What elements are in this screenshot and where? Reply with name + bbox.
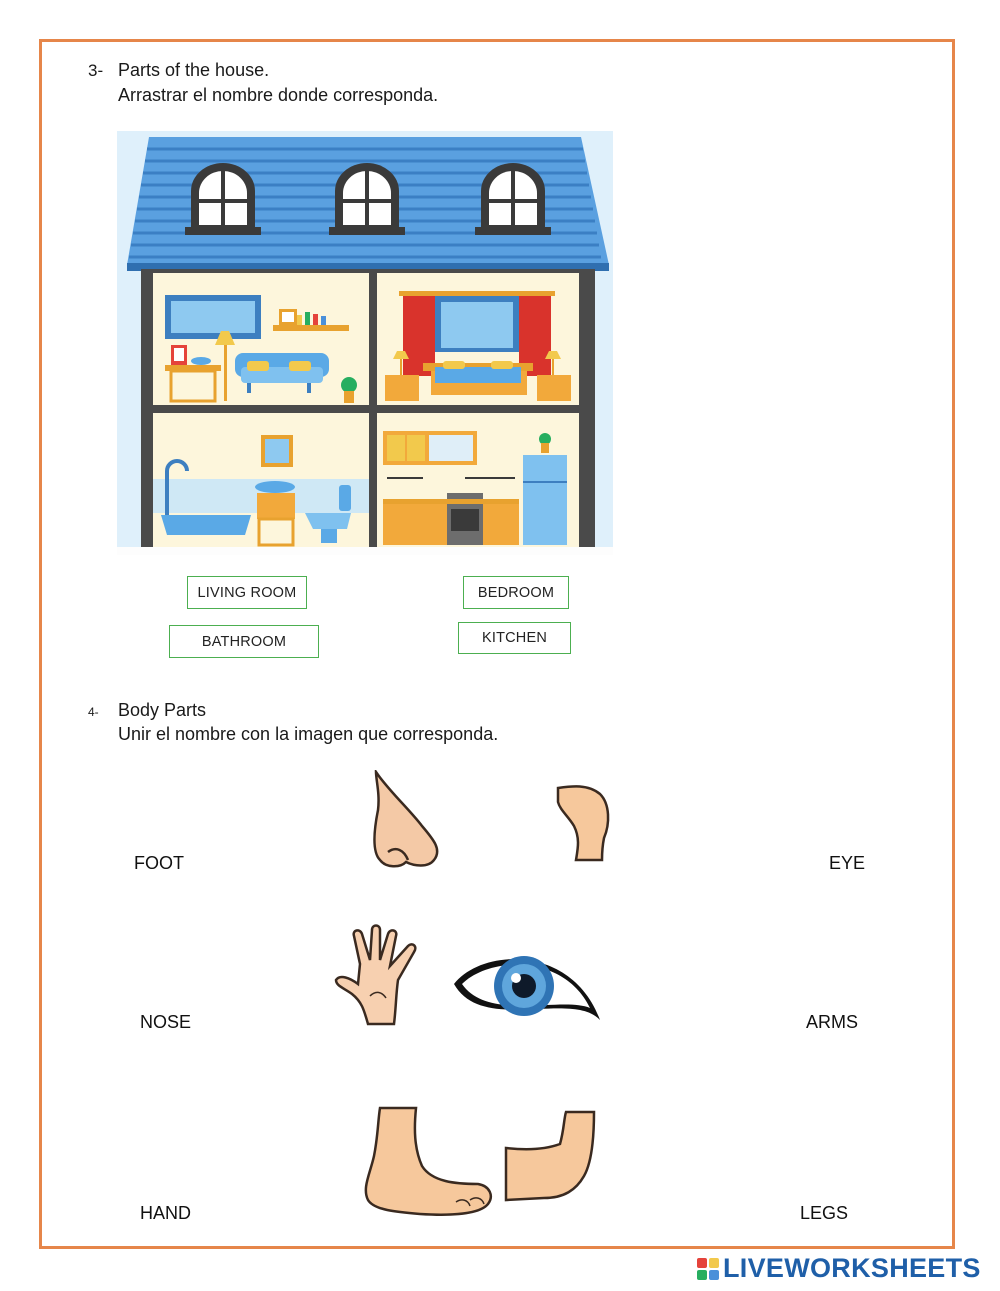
- bedroom-scene: [377, 273, 579, 405]
- nose-image[interactable]: [370, 770, 446, 870]
- word-eye[interactable]: EYE: [829, 853, 866, 873]
- arm-image[interactable]: [504, 1110, 596, 1202]
- knee-image[interactable]: [556, 782, 612, 862]
- word-nose[interactable]: NOSE: [140, 1012, 192, 1032]
- foot-image[interactable]: [360, 1104, 496, 1218]
- label-bedroom[interactable]: BEDROOM: [463, 576, 569, 609]
- label-bathroom[interactable]: BATHROOM: [169, 625, 319, 658]
- word-arms[interactable]: ARMS: [806, 1012, 859, 1032]
- section3-title: Parts of the house.: [118, 60, 270, 80]
- eye-image[interactable]: [452, 944, 602, 1028]
- word-foot[interactable]: FOOT: [134, 853, 184, 873]
- hand-image[interactable]: [334, 924, 434, 1030]
- section4-number: 4-: [88, 705, 99, 719]
- living-room-scene: [153, 273, 369, 405]
- house-illustration: [117, 131, 613, 555]
- brand-footer: [697, 1253, 981, 1284]
- kitchen-scene: [377, 413, 579, 547]
- liveworksheets-logo-icon: [697, 1258, 719, 1280]
- section4-instruction: Unir el nombre con la imagen que corresponda.: [118, 724, 499, 744]
- word-hand[interactable]: HAND: [140, 1203, 192, 1223]
- section3-instruction: Arrastrar el nombre donde corresponda.: [118, 85, 439, 105]
- word-legs[interactable]: LEGS: [800, 1203, 849, 1223]
- section3-number: 3-: [88, 61, 104, 80]
- section4-title: Body Parts: [118, 700, 207, 720]
- label-kitchen[interactable]: KITCHEN: [458, 622, 571, 654]
- label-living-room[interactable]: LIVING ROOM: [187, 576, 307, 609]
- bathroom-scene: [153, 413, 369, 547]
- brand-name: LIVEWORKSHEETS: [723, 1253, 981, 1283]
- roof-windows: [185, 163, 551, 235]
